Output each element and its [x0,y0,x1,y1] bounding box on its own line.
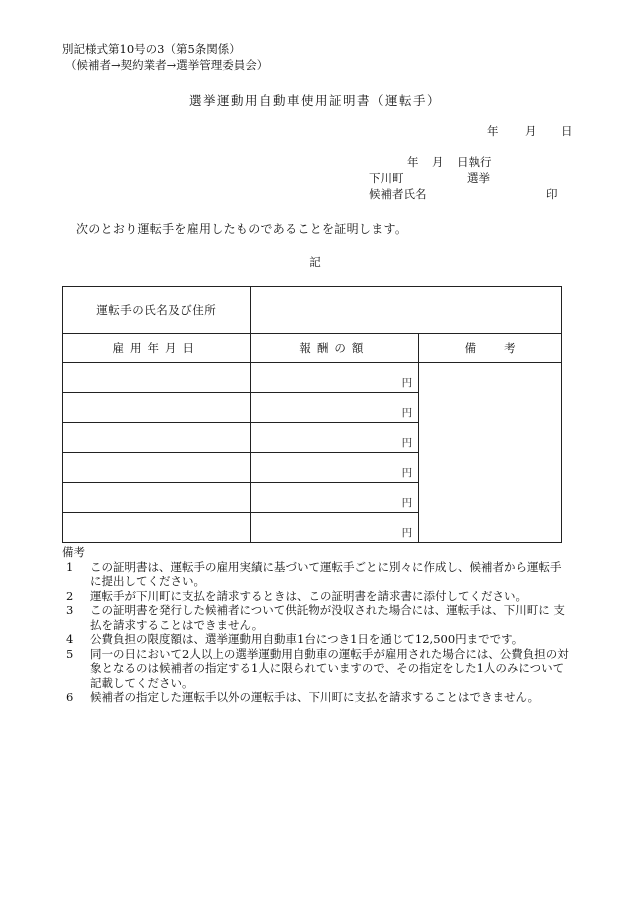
col-payment-amount: 報酬の額 [250,334,419,363]
payment-cell[interactable]: 円 [250,513,419,543]
note-text: 公費負担の限度額は、選挙運動用自動車1台につき1日を通じて12,500円までです。 [90,632,524,646]
column-header-row [63,334,562,363]
date-day: 日 [561,124,573,138]
name-address-row [63,287,562,334]
payment-cell[interactable]: 円 [250,393,419,423]
note-item [62,647,572,691]
note-item [62,690,572,705]
payment-cell[interactable]: 円 [250,453,419,483]
note-text: 同一の日において2人以上の選挙運動用自動車の運転手が雇用された場合には、公費負担の対象となるのは候補者の指定する1人に限られていますので、その指定をした1人のみについて記載してください。 [90,646,569,690]
date-year: 年 [487,124,499,138]
candidate-name-label: 候補者氏名 [369,187,427,201]
payment-cell[interactable]: 円 [250,423,419,453]
certification-statement: 次のとおり運転手を雇用したものであることを証明します。 [76,222,408,236]
exec-month: 月 [432,155,444,169]
note-number: 3 [66,603,74,617]
date-month: 月 [525,124,537,138]
note-text: 運転手が下川町に支払を請求するときは、この証明書を請求書に添付してください。 [90,588,527,603]
note-item [62,603,572,632]
notes-section [62,545,572,705]
note-number: 2 [66,588,74,603]
seal-mark: 印 [546,187,558,201]
col-employment-date: 雇用年月日 [63,334,251,363]
note-text: 候補者の指定した運転手以外の運転手は、下川町に支払を請求することはできません。 [90,690,540,704]
driver-table [62,286,562,543]
employment-date-cell[interactable] [63,453,251,483]
employment-date-cell[interactable] [63,513,251,543]
note-item [62,560,572,589]
election-word: 選挙 [467,171,490,185]
note-text: この証明書を発行した候補者について供託物が没収された場合には、運転手は、下川町に 支払を請求することはできません。 [90,603,565,632]
ki-label: 記 [309,255,321,269]
employment-date-cell[interactable] [63,363,251,393]
payment-cell[interactable]: 円 [250,483,419,513]
note-item [62,632,572,647]
exec-year: 年 [407,155,419,169]
note-number: 1 [66,559,74,574]
name-address-field[interactable] [250,287,561,334]
submission-flow: （候補者→契約業者→選挙管理委員会） [65,58,269,72]
note-item [62,589,572,604]
note-number: 4 [66,632,74,646]
employment-date-cell[interactable] [63,393,251,423]
employment-date-cell[interactable] [63,483,251,513]
remarks-cell[interactable] [419,363,562,543]
col-remarks: 備考 [419,334,562,363]
document-title: 選挙運動用自動車使用証明書（運転手） [188,93,441,108]
note-text: この証明書は、運転手の雇用実績に基づいて運転手ごとに別々に作成し、候補者から運転手に提出してください。 [90,559,562,588]
employment-date-cell[interactable] [63,423,251,453]
note-number: 6 [66,690,74,704]
table-row [63,363,562,393]
town-name: 下川町 [369,171,404,185]
name-address-label: 運転手の氏名及び住所 [63,287,251,334]
notes-heading: 備考 [62,545,85,559]
exec-day: 日執行 [457,155,492,169]
note-number: 5 [66,646,74,661]
form-number: 別記様式第10号の3（第5条関係） [62,42,241,56]
payment-cell[interactable]: 円 [250,363,419,393]
